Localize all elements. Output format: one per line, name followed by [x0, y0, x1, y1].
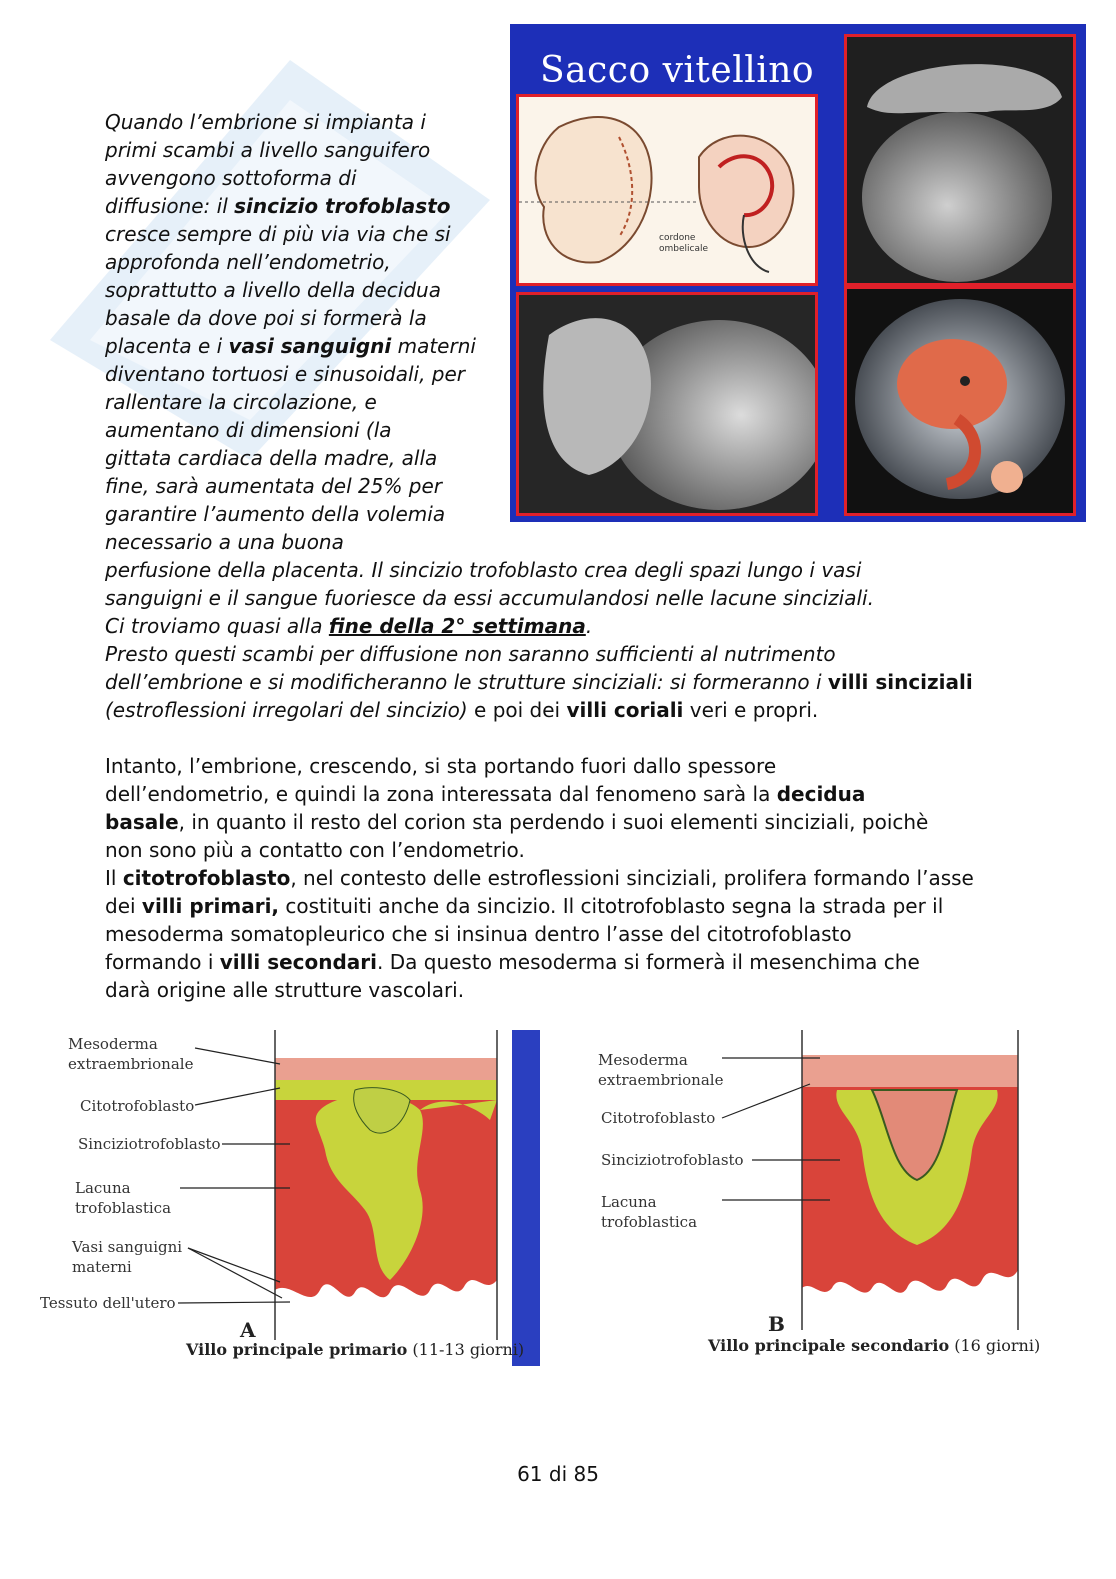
- text-span: e poi dei: [467, 698, 567, 722]
- text-line: approfonda nell’endometrio,: [105, 250, 391, 274]
- text-span: dei: [105, 894, 142, 918]
- text-line: [105, 808, 928, 836]
- text-line: aumentano di dimensioni (la: [105, 418, 392, 442]
- text-line: perfusione della placenta. Il sincizio trofoblasto crea degli spazi lungo i vasi: [105, 558, 862, 582]
- term-vasi-sanguigni: vasi sanguigni: [228, 334, 392, 358]
- text-line: primi scambi a livello sanguifero: [105, 138, 431, 162]
- text-line: Quando l’embrione si impianta i: [105, 110, 426, 134]
- text-line: [105, 864, 974, 892]
- term-citotrofoblasto: citotrofoblasto: [122, 866, 291, 890]
- term-villi-coriali: villi coriali: [566, 698, 684, 722]
- label-sinciziotrofoblasto: Sinciziotrofoblasto: [78, 1135, 221, 1153]
- label-text: trofoblastica: [75, 1199, 172, 1217]
- text-line: sanguigni e il sangue fuoriesce da essi accumulandosi nelle lacune sinciziali.: [105, 586, 874, 610]
- text-line: [105, 612, 592, 640]
- text-line: gittata cardiaca della madre, alla: [105, 446, 438, 470]
- text-line: garantire l’aumento della volemia: [105, 502, 446, 526]
- yolk-sac-figure-panel: [510, 24, 1086, 522]
- embryo-drawing-image: [516, 94, 818, 286]
- label-mesoderma: [68, 1034, 193, 1074]
- label-vasi: [72, 1237, 182, 1277]
- text-line: necessario a una buona: [105, 530, 344, 554]
- text-line: [105, 332, 476, 360]
- text-span: diffusione: il: [105, 194, 235, 218]
- label-text: trofoblastica: [601, 1213, 698, 1231]
- label-text: Mesoderma: [598, 1051, 688, 1069]
- text-line: Presto questi scambi per diffusione non saranno sufficienti al nutrimento: [105, 642, 836, 666]
- label-text: Vasi sanguigni: [72, 1238, 183, 1256]
- label-text: materni: [72, 1258, 132, 1276]
- text-span: materni: [391, 334, 476, 358]
- text-line: Intanto, l’embrione, crescendo, si sta portando fuori dallo spessore: [105, 754, 777, 778]
- text-line: darà origine alle strutture vascolari.: [105, 978, 465, 1002]
- text-span: dell’endometrio, e quindi la zona interessata dal fenomeno sarà la: [105, 782, 777, 806]
- text-line: mesoderma somatopleurico che si insinua dentro l’asse del citotrofoblasto: [105, 922, 852, 946]
- text-line: rallentare la circolazione, e: [105, 390, 377, 414]
- label-text: extraembrionale: [68, 1055, 194, 1073]
- label-tessuto: Tessuto dell'utero: [40, 1294, 176, 1312]
- term-villi-sinciziali: villi sinciziali: [827, 670, 973, 694]
- text-span: , in quanto il resto del corion sta perdendo i suoi elementi sinciziali, poichè: [178, 810, 929, 834]
- text-line: [105, 668, 973, 696]
- villus-primary-illustration: [270, 1030, 502, 1340]
- term-sincizio-trofoblasto: sincizio trofoblasto: [234, 194, 451, 218]
- text-line: [105, 948, 920, 976]
- text-span: (estroflessioni irregolari del sincizio): [105, 698, 468, 722]
- text-line: fine, sarà aumentata del 25% per: [105, 474, 443, 498]
- term-basale: basale: [105, 810, 179, 834]
- label-text: Lacuna: [75, 1179, 131, 1197]
- caption-villo-secondario: [708, 1336, 1040, 1355]
- text-span: . Da questo mesoderma si formerà il mesenchima che: [377, 950, 920, 974]
- caption-bold: Villo principale secondario: [708, 1336, 950, 1355]
- label-text: Lacuna: [601, 1193, 657, 1211]
- label-text: extraembrionale: [598, 1071, 724, 1089]
- text-span: , nel contesto delle estroflessioni sinciziali, prolifera formando l’asse: [290, 866, 974, 890]
- text-line: avvengono sottoforma di: [105, 166, 357, 190]
- label-mesoderma-b: [598, 1050, 723, 1090]
- figure-letter-a: A: [240, 1318, 256, 1342]
- figure-divider-bar: [512, 1030, 540, 1366]
- text-span: Il: [105, 866, 123, 890]
- text-line: soprattutto a livello della decidua: [105, 278, 441, 302]
- caption-bold: Villo principale primario: [186, 1340, 408, 1359]
- term-villi-primari: villi primari,: [141, 894, 280, 918]
- text-span: veri e propri.: [683, 698, 819, 722]
- figure-letter-b: B: [768, 1312, 785, 1336]
- term-decidua: decidua: [776, 782, 866, 806]
- embryo-sem-photo: [516, 292, 818, 516]
- embryo-color-photo: [844, 286, 1076, 516]
- text-line: diventano tortuosi e sinusoidali, per: [105, 362, 466, 386]
- label-lacuna-b: [601, 1192, 697, 1232]
- text-span: .: [585, 614, 593, 638]
- text-line: cresce sempre di più via via che si: [105, 222, 451, 246]
- term-villi-secondari: villi secondari: [219, 950, 378, 974]
- page-number: 61 di 85: [517, 1462, 599, 1486]
- figure-title: Sacco vitellino: [540, 50, 815, 91]
- yolk-sac-sem-photo: [844, 34, 1076, 286]
- text-span: Ci troviamo quasi alla: [105, 614, 329, 638]
- text-span: dell’embrione e si modificheranno le strutture sinciziali: si formeranno i: [105, 670, 828, 694]
- label-citotrofoblasto-b: Citotrofoblasto: [601, 1109, 716, 1127]
- text-span: costituiti anche da sincizio. Il citotrofoblasto segna la strada per il: [279, 894, 944, 918]
- label-citotrofoblasto: Citotrofoblasto: [80, 1097, 195, 1115]
- caption-villo-primario: [186, 1340, 524, 1359]
- text-span: formando i: [105, 950, 220, 974]
- label-sinciziotrofoblasto-b: Sinciziotrofoblasto: [601, 1151, 744, 1169]
- text-span: placenta e i: [105, 334, 229, 358]
- caption-rest: (16 giorni): [949, 1336, 1041, 1355]
- caption-rest: (11-13 giorni): [407, 1340, 525, 1359]
- label-lacuna: [75, 1178, 171, 1218]
- text-line: [105, 696, 818, 724]
- text-line: non sono più a contatto con l’endometrio.: [105, 838, 525, 862]
- text-line: [105, 892, 943, 920]
- text-line: [105, 780, 865, 808]
- umbilical-cord-label: cordone ombelicale: [659, 233, 709, 254]
- text-line: basale da dove poi si formerà la: [105, 306, 427, 330]
- term-fine-seconda-settimana: fine della 2° settimana: [328, 614, 586, 638]
- label-text: Mesoderma: [68, 1035, 158, 1053]
- text-line: [105, 192, 451, 220]
